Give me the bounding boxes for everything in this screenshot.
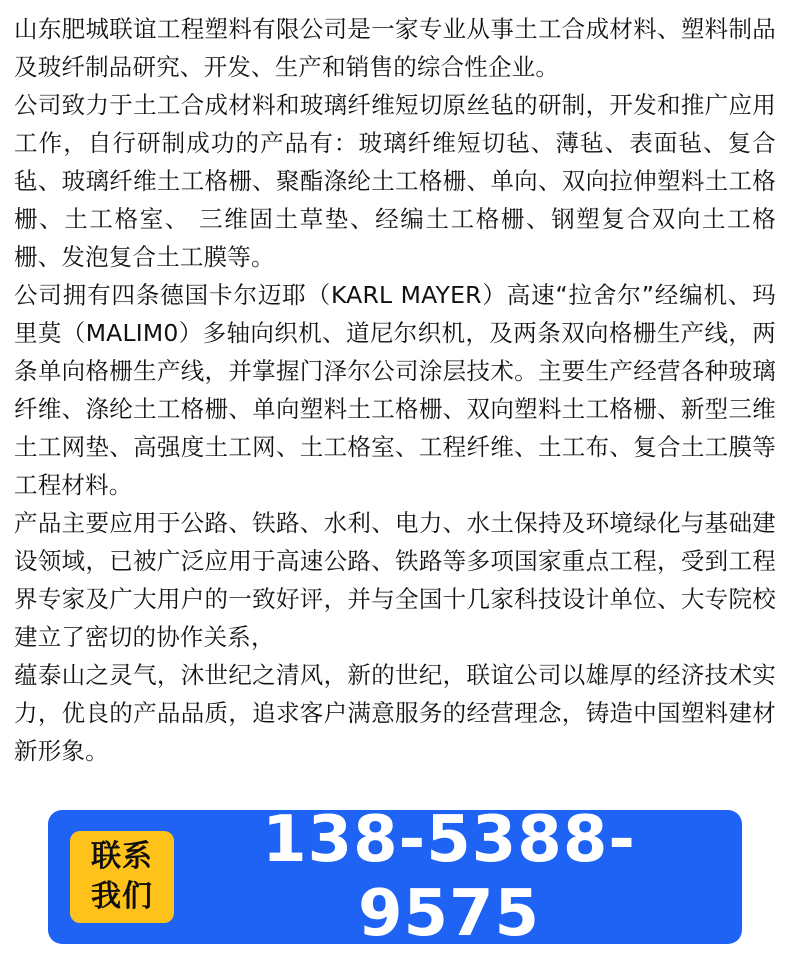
contact-us-badge-line1: 联系 bbox=[91, 839, 153, 874]
paragraph-intro: 山东肥城联谊工程塑料有限公司是一家专业从事土工合成材料、塑料制品及玻纤制品研究、开发、生产和销售的综合性企业。 bbox=[14, 15, 776, 81]
contact-us-badge bbox=[70, 831, 174, 923]
paragraph-products: 公司致力于土工合成材料和玻璃纤维短切原丝毡的研制，开发和推广应用工作，自行研制成功的产品有：玻璃纤维短切毡、薄毡、表面毡、复合毡、玻璃纤维土工格栅、聚酯涤纶土工格栅、单向、双向拉伸塑料土工格栅、土工格室、 三维固土草垫、经编土工格栅、钢塑复合双向土工格栅、发泡复合土工膜等。 bbox=[14, 91, 776, 271]
contact-phone-number[interactable]: 138-5388-9575 bbox=[262, 803, 636, 951]
paragraph-vision: 蕴泰山之灵气，沐世纪之清风，新的世纪，联谊公司以雄厚的经济技术实力，优良的产品品质，追求客户满意服务的经营理念，铸造中国塑料建材新形象。 bbox=[14, 661, 776, 765]
contact-cta-bar[interactable] bbox=[48, 803, 742, 951]
paragraph-equipment: 公司拥有四条德国卡尔迈耶（KARL MAYER）高速“拉舍尔”经编机、玛里莫（MALIM0）多轴向织机、道尼尔织机，及两条双向格栅生产线，两条单向格栅生产线，并掌握门泽尔公司涂层技术。主要生产经营各种玻璃纤维、涤纶土工格栅、单向塑料土工格栅、双向塑料土工格栅、新型三维土工网垫、高强度土工网、土工格室、工程纤维、土工布、复合土工膜等工程材料。 bbox=[14, 281, 776, 499]
paragraph-applications: 产品主要应用于公路、铁路、水利、电力、水土保持及环境绿化与基础建设领域，已被广泛应用于高速公路、铁路等多项国家重点工程，受到工程界专家及广大用户的一致好评，并与全国十几家科技设计单位、大专院校建立了密切的协作关系， bbox=[14, 509, 776, 651]
contact-us-badge-line2: 我们 bbox=[91, 879, 153, 914]
contact-cta-section bbox=[0, 792, 790, 960]
